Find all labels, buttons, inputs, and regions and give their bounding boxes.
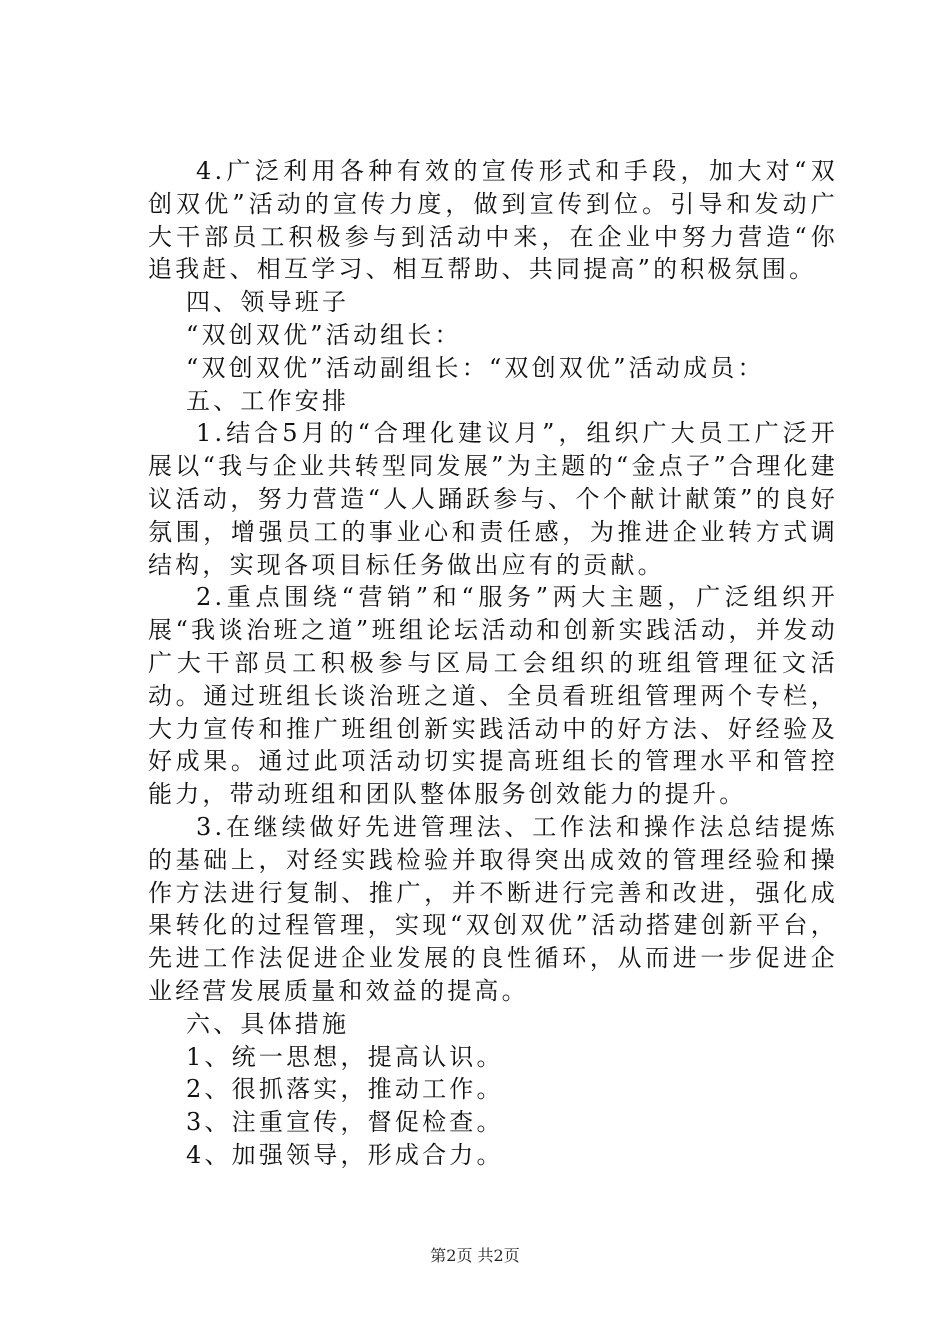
measure-item-4: 4、加强领导，形成合力。 xyxy=(186,1140,504,1169)
document-body xyxy=(148,155,838,1172)
measure-item-2: 2、很抓落实，推动工作。 xyxy=(186,1075,504,1104)
page-number-footer: 第2页 共2页 xyxy=(430,1246,520,1265)
measure-item-1: 1、统一思想，提高认识。 xyxy=(186,1042,504,1071)
section-heading-leadership: 四、领导班子 xyxy=(186,288,350,317)
paragraph-arrangement-2: 2.重点围绕“营销”和“服务”两大主题，广泛组织开展“我谈治班之道”班组论坛活动和创新实践活动，并发动广大干部员工积极参与区局工会组织的班组管理征文活动。通过班组长谈治班之道、全员看班组管理两个专栏，大力宣传和推广班组创新实践活动中的好方法、好经验及好成果。通过此项活动切实提高班组长的管理水平和管控能力，带动班组和团队整体服务创效能力的提升。 xyxy=(148,583,838,809)
measure-item-3: 3、注重宣传，督促检查。 xyxy=(186,1108,504,1137)
section-heading-arrangement: 五、工作安排 xyxy=(186,386,350,415)
section-heading-measures: 六、具体措施 xyxy=(186,1009,350,1038)
leader-line: “双创双优”活动组长： xyxy=(186,320,462,349)
paragraph-arrangement-1: 1.结合5月的“合理化建议月”，组织广大员工广泛开展以“我与企业共转型同发展”为主题的“金点子”合理化建议活动，努力营造“人人踊跃参与、个个献计献策”的良好氛围，增强员工的事业心和责任感，为推进企业转方式调结构，实现各项目标任务做出应有的贡献。 xyxy=(148,419,838,579)
paragraph-arrangement-3: 3.在继续做好先进管理法、工作法和操作法总结提炼的基础上，对经实践检验并取得突出成效的管理经验和操作方法进行复制、推广，并不断进行完善和改进，强化成果转化的过程管理，实现“双创双优”活动搭建创新平台，先进工作法促进企业发展的良性循环，从而进一步促进企业经营发展质量和效益的提高。 xyxy=(148,812,838,1005)
paragraph-publicity: 4.广泛利用各种有效的宣传形式和手段，加大对“双创双优”活动的宣传力度，做到宣传到位。引导和发动广大干部员工积极参与到活动中来，在企业中努力营造“你追我赶、相互学习、相互帮助、共同提高”的积极氛围。 xyxy=(148,157,838,284)
deputy-members-line: “双创双优”活动副组长：“双创双优”活动成员： xyxy=(186,353,765,382)
